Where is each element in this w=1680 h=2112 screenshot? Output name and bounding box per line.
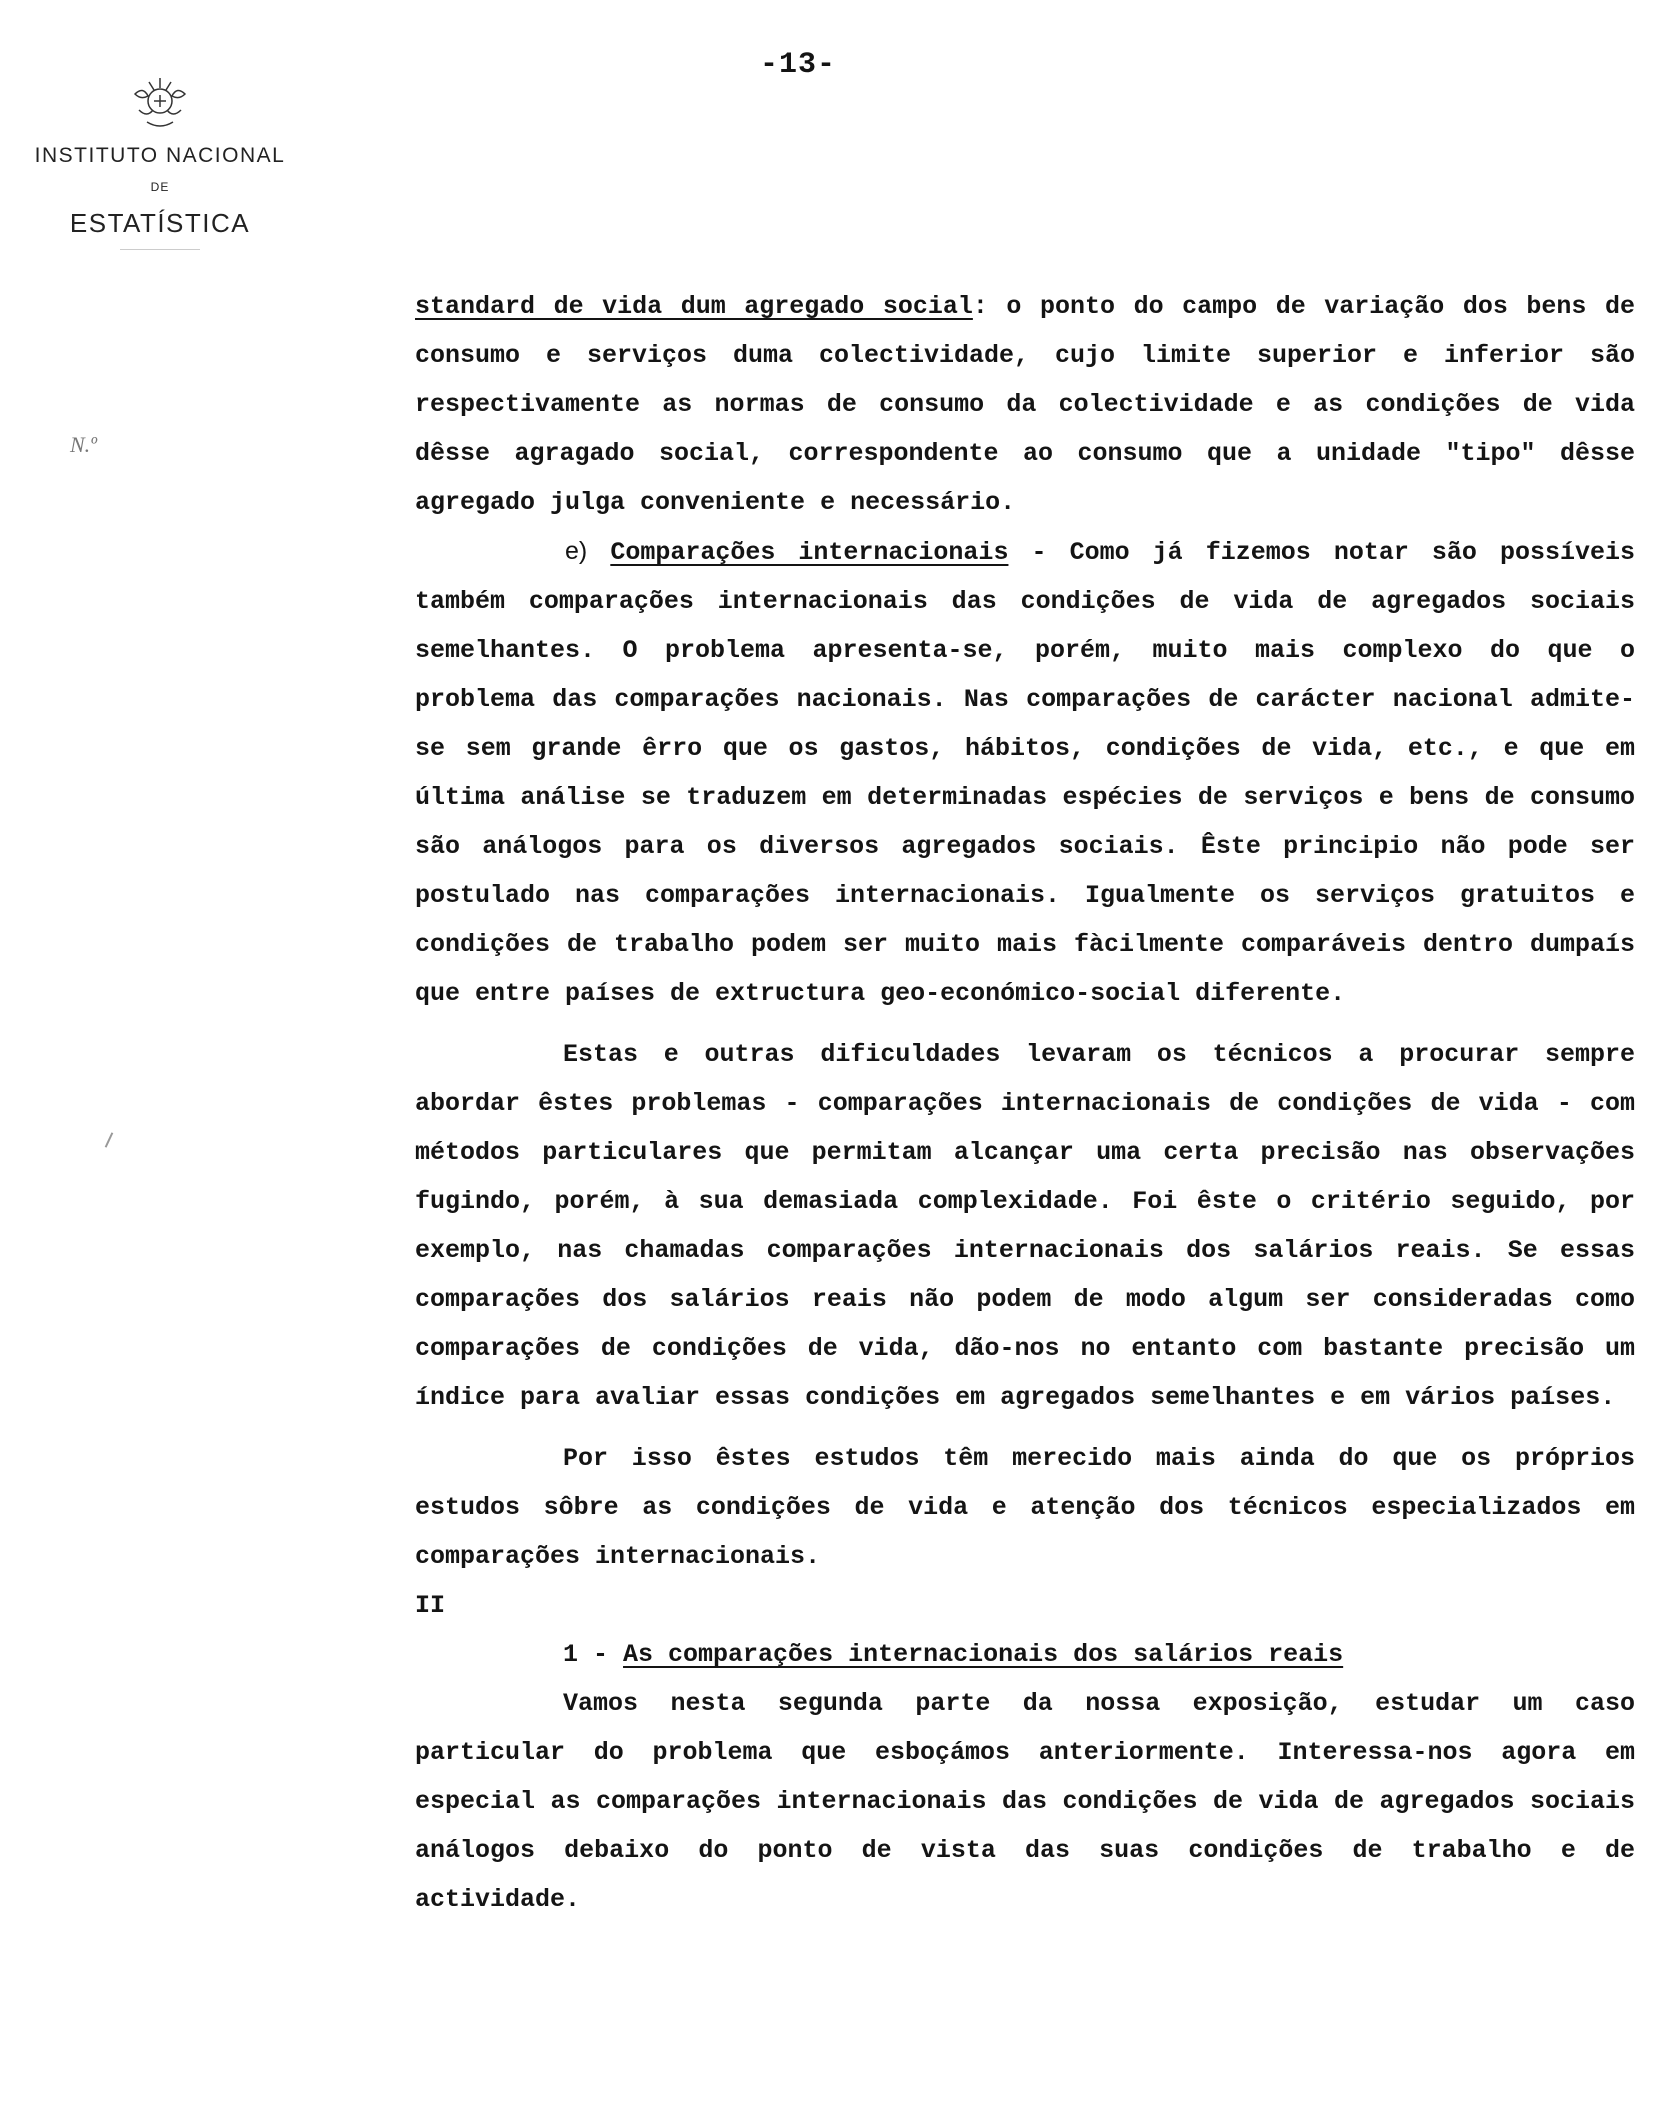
paragraph-text: - Como já fizemos notar são possíveis também comparações internacionais das condições de vida de agregados sociais semelhantes. O problema apresenta-se, porém, muito mais complexo do que o problema das comparações nacionais. Nas comparações de carácter nacional admite-se sem grande êrro que os gastos, hábitos, condições de vida, etc., e que em última análise se traduzem em determinadas espécies de serviços e bens de consumo são análogos para os diversos agregados sociais. Êste principio não pode ser postulado nas comparações internacionais. Igualmente os serviços gratuitos e condições de trabalho podem ser muito mais fàcilmente comparáveis dentro dumpaís que entre países de extructura geo-económico-social diferente.: [415, 538, 1635, 1008]
paragraph-international-comparisons: [415, 527, 1635, 1018]
paragraph-difficulties: Estas e outras dificuldades levaram os técnicos a procurar sempre abordar êstes problemas - comparações internacionais de condições de vida - com métodos particulares que permitam alcançar uma certa precisão nas observações fugindo, porém, à sua demasiada complexidade. Foi êste o critério seguido, por exemplo, nas chamadas comparações internacionais dos salários reais. Se essas comparações dos salários reais não podem de modo algum ser consideradas como comparações de condições de vida, dão-nos no entanto com bastante precisão um índice para avaliar essas condições em agregados semelhantes e em vários países.: [415, 1040, 1635, 1412]
heading-comparacoes-internacionais: Comparações internacionais: [610, 538, 1009, 567]
letterhead-de: DE: [150, 180, 170, 194]
letterhead: [0, 70, 320, 250]
section-title-number: 1 -: [563, 1640, 609, 1669]
margin-pencil-mark: [105, 1132, 114, 1147]
paragraph-definition: [415, 282, 1635, 527]
section-title-text: As comparações internacionais dos salários reais: [623, 1640, 1344, 1669]
paragraph-second-part: Vamos nesta segunda parte da nossa exposição, estudar um caso particular do problema que esboçámos anteriormente. Interessa-nos agora em especial as comparações internacionais das condições de vida de agregados sociais análogos debaixo do ponto de vista das suas condições de trabalho e de actividade.: [415, 1689, 1635, 1914]
coat-of-arms-icon: [129, 70, 191, 132]
section-numeral: II: [415, 1591, 446, 1620]
margin-number-field: N.º: [70, 432, 97, 457]
page-number: -13-: [760, 48, 837, 82]
section-title: [415, 1630, 1635, 1679]
paragraph-studies: Por isso êstes estudos têm merecido mais ainda do que os próprios estudos sôbre as condições de vida e atenção dos técnicos especializados em comparações internacionais.: [415, 1444, 1635, 1571]
document-body: [415, 282, 1635, 1924]
definition-text: : o ponto do campo de variação dos bens de consumo e serviços duma colectividade, cujo limite superior e inferior são respectivamente as normas de consumo da colectividade e as condições de vida dêsse agragado social, correspondente ao consumo que a unidade "tipo" dêsse agregado julga conveniente e necessário.: [415, 292, 1635, 517]
letterhead-institute: INSTITUTO NACIONAL: [34, 144, 286, 167]
letterhead-rule: [120, 249, 200, 250]
paragraph-gap: [415, 1018, 1635, 1030]
term-standard-de-vida: standard de vida dum agregado social: [415, 292, 973, 321]
letterhead-statistics: ESTATÍSTICA: [69, 208, 251, 238]
item-label-e: e): [565, 537, 588, 565]
paragraph-gap: [415, 1422, 1635, 1434]
